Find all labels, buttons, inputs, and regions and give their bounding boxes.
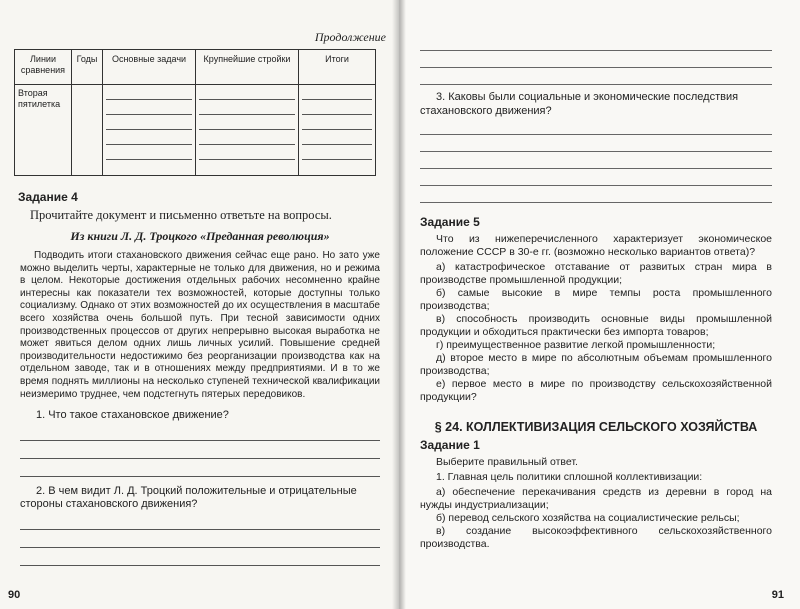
- table-header: Линии сравнения: [15, 50, 72, 85]
- table-header: Крупнейшие стройки: [196, 50, 299, 85]
- document-source: Из книги Л. Д. Троцкого «Преданная революция»: [70, 229, 330, 243]
- answer-lines-3[interactable]: [420, 122, 772, 203]
- option-item[interactable]: а) обеспечение перекачивания средств из деревни в город на нужды индустриализации;: [420, 486, 772, 511]
- option-item[interactable]: д) второе место в мире по абсолютным объемам промышленного производства;: [420, 352, 772, 377]
- table-header: Годы: [72, 50, 103, 85]
- table-header-row: [15, 50, 376, 85]
- table-header: Основные задачи: [103, 50, 196, 85]
- table-row: [15, 85, 376, 176]
- task5-heading: Задание 5: [420, 215, 480, 229]
- table-cell-label: [15, 85, 72, 176]
- document-text: Подводить итоги стахановского движения сейчас еще рано. Но зато уже можно выделить черты, характерные не только для движения, но и режима в целом. Некоторые достижения отдельных рабочих несомненно крайне интересны как показатели тех возможностей, которые доступны только социализму. Однако от этих возможностей до их осуществления в масштабе всего хозяйства очень большой путь. При тесной зависимости одних производственных процессов от других непрерывно высокая выработка не может явиться делом одних лишь личных усилий. Повышение средней производительности недостижимо без реорганизации производства как на отдельном заводе, так и в отношениях между предприятиями. И в то же время поднять миллионы на несколько ступеней технической квалификации неизмеримо труднее, чем подстегнуть пятерых передовиков.: [20, 250, 380, 400]
- table-cell[interactable]: [299, 85, 376, 176]
- option-item[interactable]: б) перевод сельского хозяйства на социалистические рельсы;: [436, 512, 740, 524]
- section-title: § 24. КОЛЛЕКТИВИЗАЦИЯ СЕЛЬСКОГО ХОЗЯЙСТВА: [434, 420, 758, 434]
- option-item[interactable]: г) преимущественное развитие легкой промышленности;: [436, 339, 716, 351]
- question-1: 1. Что такое стахановское движение?: [36, 409, 229, 422]
- task4-instruction: Прочитайте документ и письменно ответьте на вопросы.: [30, 208, 332, 222]
- option-item[interactable]: е) первое место в мире по производству сельскохозяйственной продукции?: [420, 378, 772, 403]
- table-cell[interactable]: [72, 85, 103, 176]
- question-2: 2. В чем видит Л. Д. Троцкий положительные и отрицательные стороны стахановского движения?: [20, 484, 357, 511]
- page-left: [0, 0, 398, 609]
- option-item[interactable]: б) самые высокие в мире темпы роста промышленного производства;: [420, 287, 772, 312]
- table-cell[interactable]: [196, 85, 299, 176]
- option-item[interactable]: в) способность производить основные виды промышленной продукции и обходиться практически без импорта товаров;: [420, 313, 772, 338]
- comparison-table: [14, 49, 376, 176]
- answer-lines-top[interactable]: [420, 38, 772, 85]
- page-number-left: 90: [8, 589, 21, 601]
- book-gutter: [392, 0, 406, 609]
- question-3: 3. Каковы были социальные и экономические последствия стахановского движения?: [420, 91, 739, 117]
- option-item[interactable]: а) катастрофическое отставание от развитых стран мира в производстве промышленной продукции;: [420, 261, 772, 286]
- task5-question: Что из нижеперечисленного характеризует экономическое положение СССР в 30-е гг. (возможно несколько вариантов ответа)?: [420, 233, 772, 258]
- task1-heading: Задание 1: [420, 438, 480, 452]
- task1-instruction: Выберите правильный ответ.: [436, 456, 578, 468]
- row-label: Вторая пятилетка: [18, 88, 61, 109]
- table-cell[interactable]: [103, 85, 196, 176]
- page-number-right: 91: [771, 589, 784, 601]
- answer-lines-2[interactable]: [20, 516, 380, 566]
- option-item[interactable]: в) создание высокоэффективного сельскохозяйственного производства.: [420, 525, 772, 550]
- task4-heading: Задание 4: [18, 190, 78, 204]
- page-right: [398, 0, 800, 609]
- task1-question: 1. Главная цель политики сплошной коллективизации:: [436, 471, 703, 483]
- answer-lines-1[interactable]: [20, 427, 380, 477]
- table-header: Итоги: [299, 50, 376, 85]
- continuation-label: Продолжение: [314, 30, 386, 44]
